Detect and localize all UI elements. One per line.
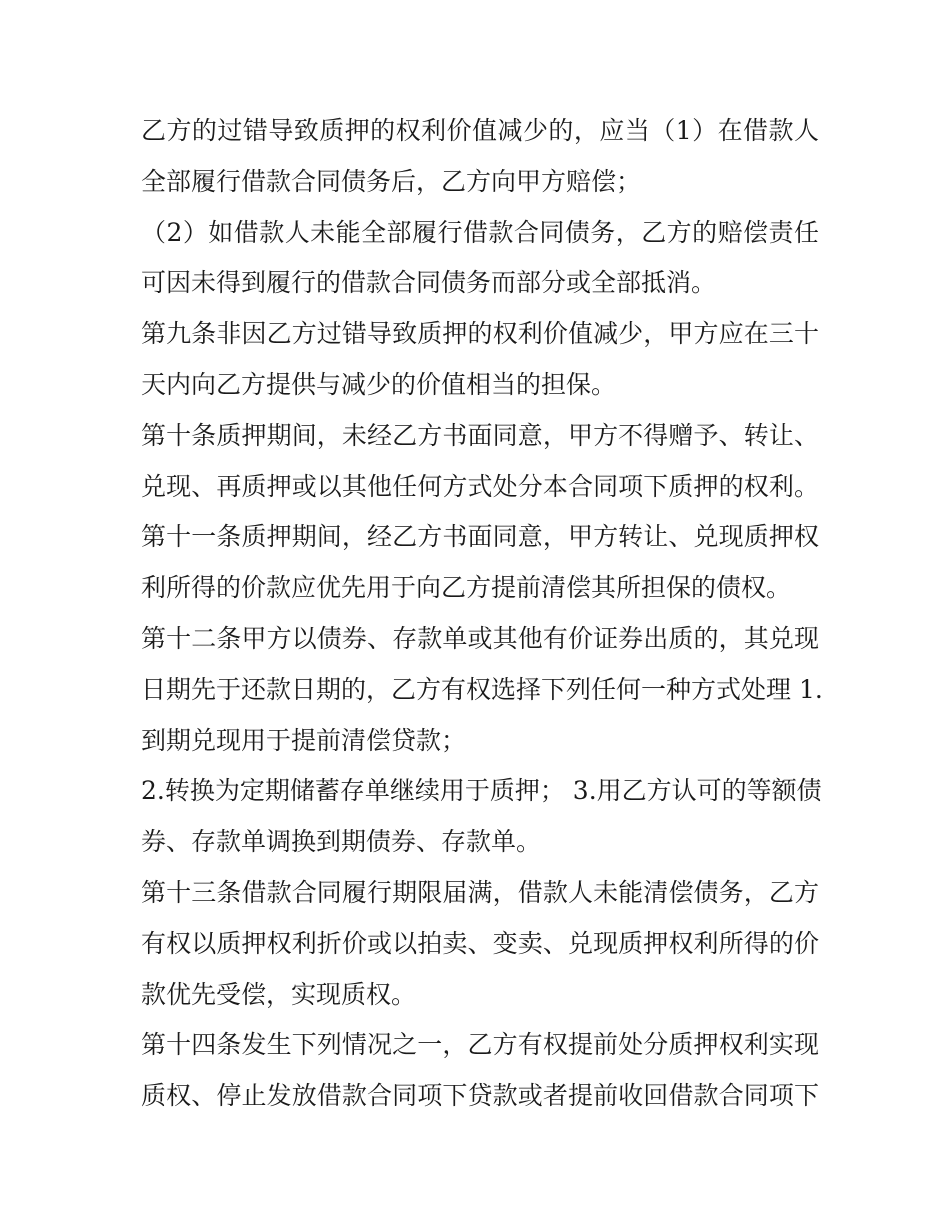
text-line: 乙方的过错导致质押的权利价值减少的，应当（1）在借款人 xyxy=(141,116,819,145)
text-line: 第十一条质押期间，经乙方书面同意，甲方转让、兑现质押权 xyxy=(141,522,819,552)
text-line: 到期兑现用于提前清偿贷款； xyxy=(141,725,467,755)
text-line: 全部履行借款合同债务后，乙方向甲方赔偿； xyxy=(141,166,642,196)
document-body xyxy=(141,106,823,1122)
text-line: 利所得的价款应优先用于向乙方提前清偿其所担保的债权。 xyxy=(141,573,792,603)
text-line: 第十三条借款合同履行期限届满，借款人未能清偿债务，乙方 xyxy=(141,877,819,907)
text-line: 款优先受偿，实现质权。 xyxy=(141,979,417,1009)
text-line: 天内向乙方提供与减少的价值相当的担保。 xyxy=(141,369,617,399)
text-line: 2.转换为定期储蓄存单继续用于质押； 3.用乙方认可的等额债 xyxy=(141,776,822,806)
text-line: 日期先于还款日期的，乙方有权选择下列任何一种方式处理 1. xyxy=(141,674,823,704)
text-line: 第十条质押期间，未经乙方书面同意，甲方不得赠予、转让、 xyxy=(141,420,819,450)
text-line: 第九条非因乙方过错导致质押的权利价值减少，甲方应在三十 xyxy=(141,319,819,349)
text-line: （2）如借款人未能全部履行借款合同债务，乙方的赔偿责任 xyxy=(141,217,819,247)
text-line: 第十四条发生下列情况之一，乙方有权提前处分质押权利实现 xyxy=(141,1030,819,1060)
text-line: 券、存款单调换到期债券、存款单。 xyxy=(141,827,542,857)
text-line: 兑现、再质押或以其他任何方式处分本合同项下质押的权利。 xyxy=(141,471,819,501)
text-line: 有权以质押权利折价或以拍卖、变卖、兑现质押权利所得的价 xyxy=(141,928,819,958)
text-line: 质权、停止发放借款合同项下贷款或者提前收回借款合同项下 xyxy=(141,1081,819,1111)
text-line: 可因未得到履行的借款合同债务而部分或全部抵消。 xyxy=(141,268,717,298)
text-line: 第十二条甲方以债券、存款单或其他有价证券出质的，其兑现 xyxy=(141,623,819,653)
